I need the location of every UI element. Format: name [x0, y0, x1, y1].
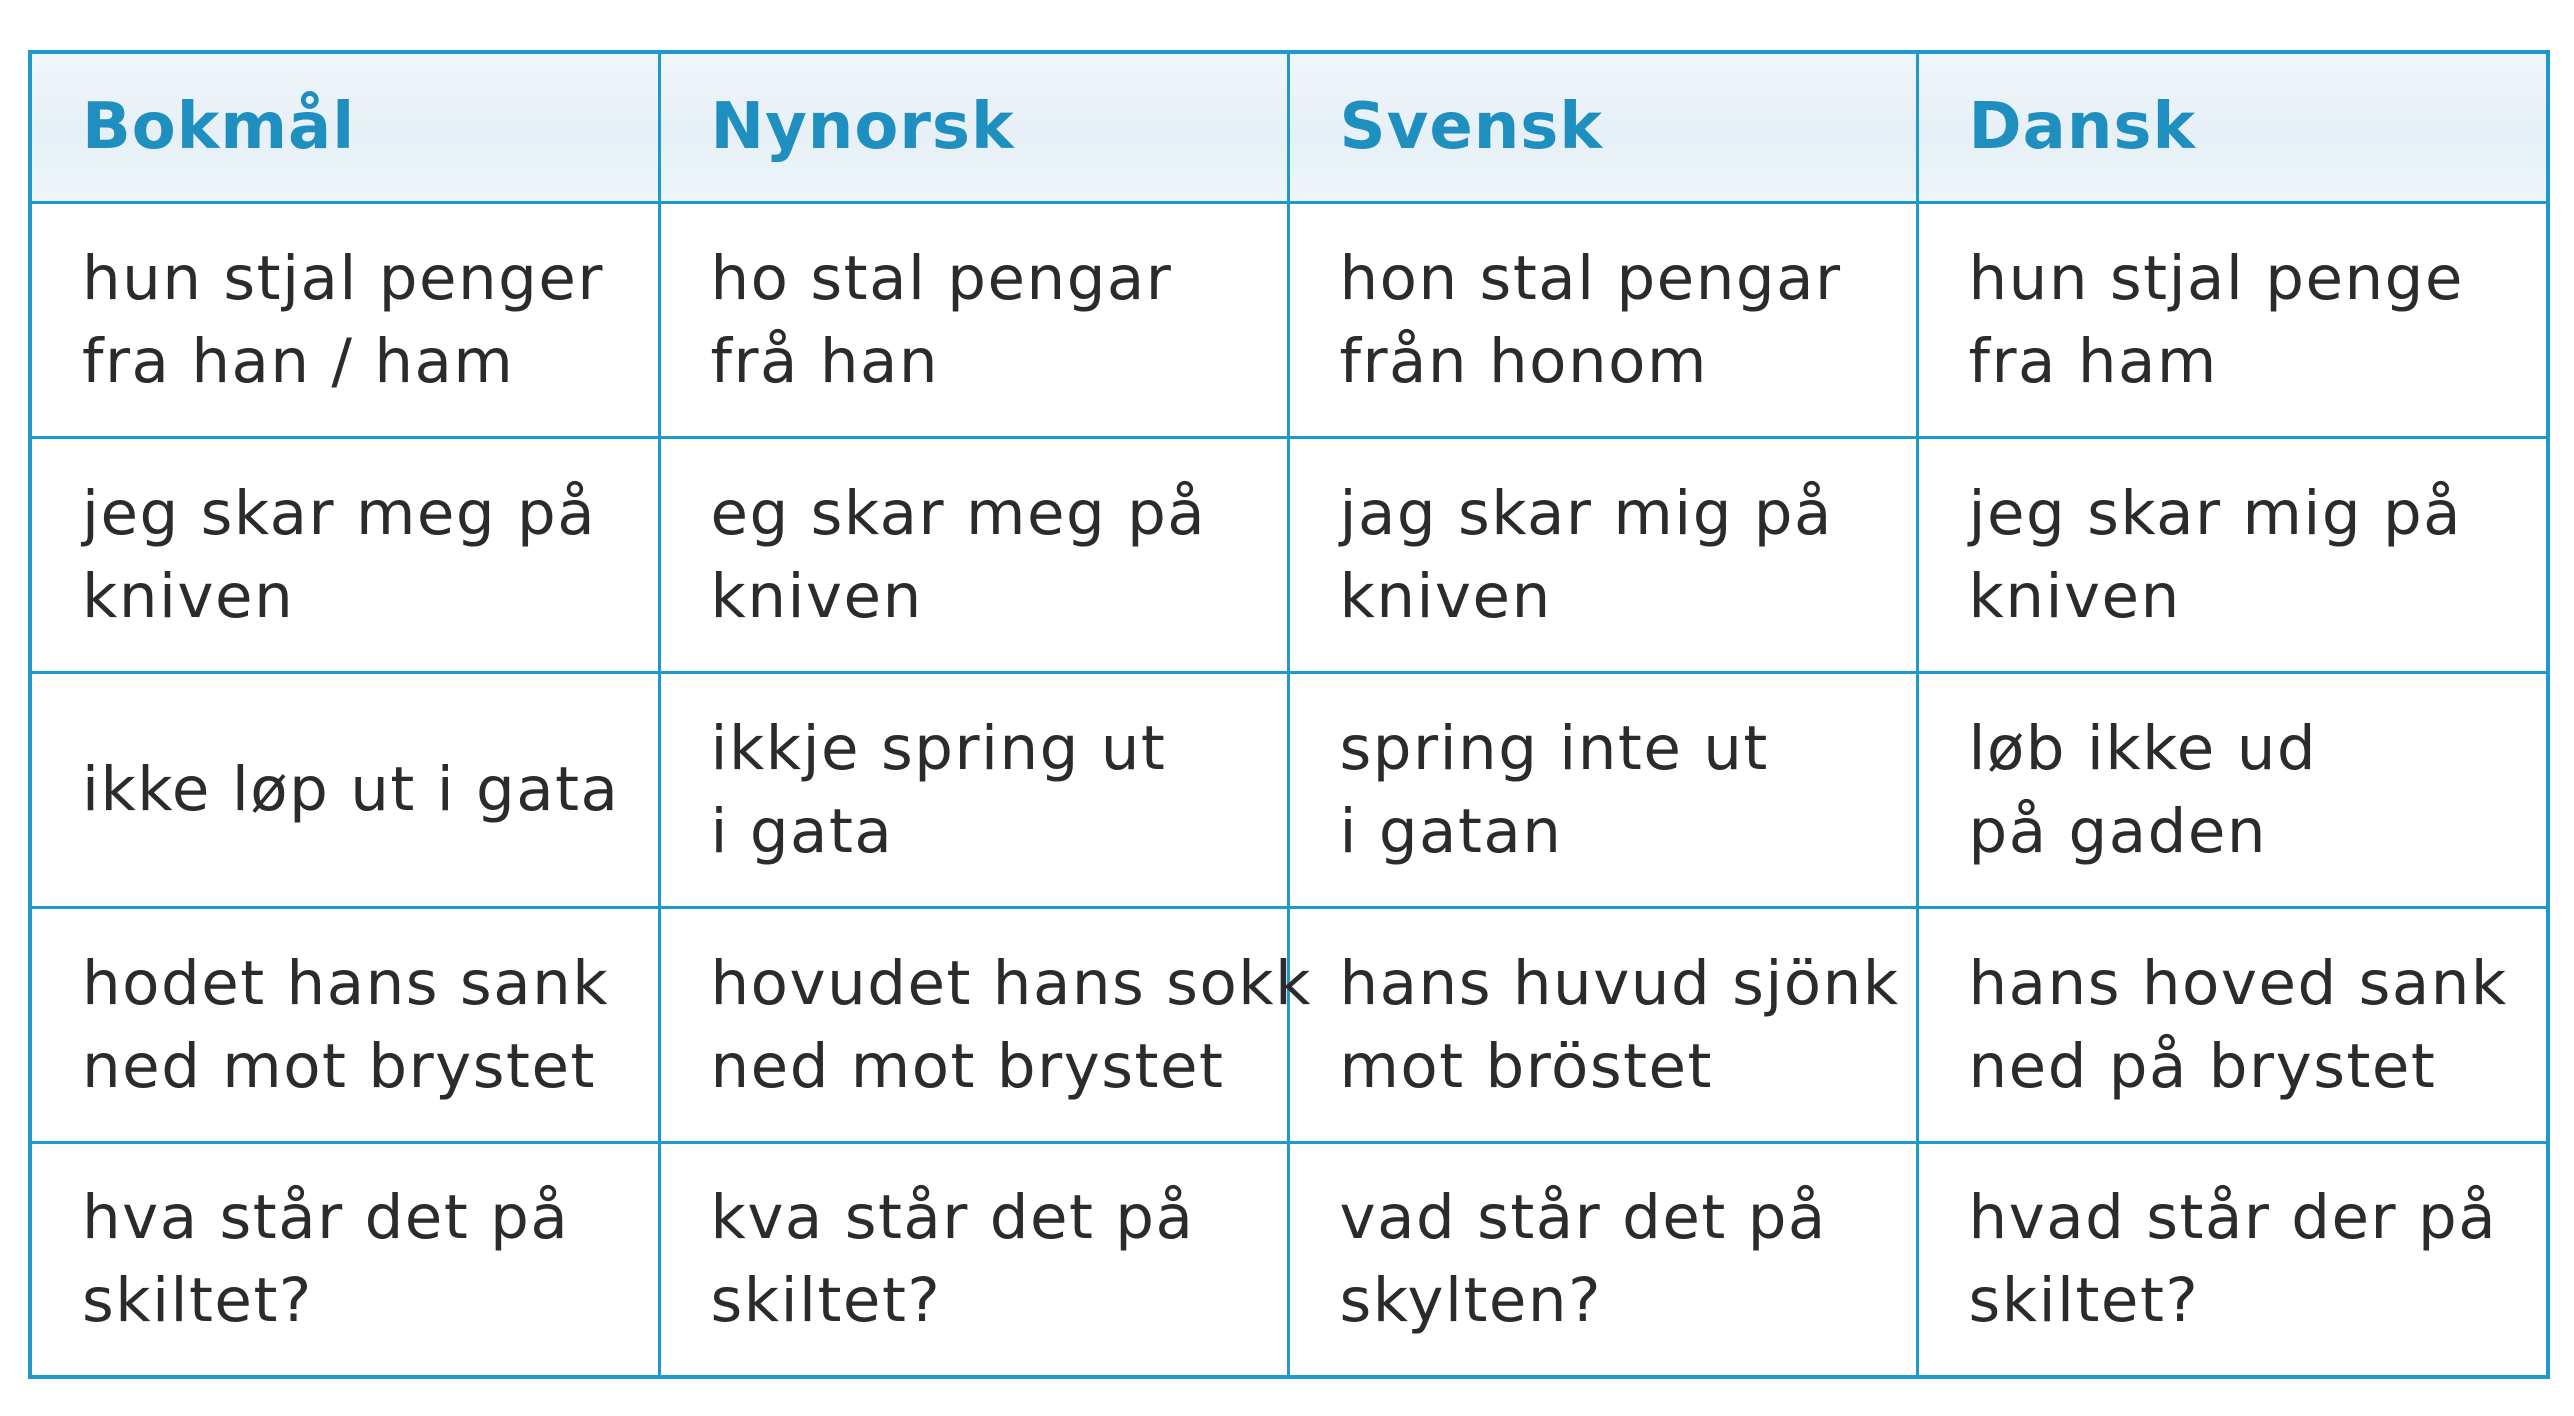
cell-line: ned mot brystet [82, 1030, 596, 1102]
table-header [30, 52, 2548, 202]
cell-line: vad står det på [1339, 1182, 1827, 1254]
table-cell-svensk [1288, 437, 1917, 672]
table-row [30, 1142, 2548, 1377]
table-row [30, 907, 2548, 1142]
column-header-dansk: Dansk [1917, 52, 2548, 202]
cell-line: løb ikke ud [1968, 712, 2318, 784]
column-header-bokmal: Bokmål [30, 52, 659, 202]
table-row [30, 202, 2548, 437]
table-cell-svensk [1288, 202, 1917, 437]
table-cell-bokmal [30, 672, 659, 907]
cell-line: skiltet? [1968, 1265, 2200, 1337]
table-cell-svensk [1288, 672, 1917, 907]
cell-line: skiltet? [710, 1265, 942, 1337]
cell-line: ho stal pengar [710, 242, 1173, 314]
cell-line: fra han / ham [82, 325, 515, 397]
cell-line: hvad står der på [1968, 1182, 2498, 1254]
cell-line: frå han [710, 325, 940, 397]
header-row [30, 52, 2548, 202]
table-cell-nynorsk [659, 672, 1288, 907]
cell-line: jeg skar meg på [82, 477, 597, 549]
cell-line: mot bröstet [1339, 1030, 1713, 1102]
table-body [30, 202, 2548, 1377]
table-cell-nynorsk [659, 907, 1312, 1142]
cell-line: på gaden [1968, 795, 2268, 867]
cell-line: jag skar mig på [1339, 477, 1833, 549]
table-row [30, 437, 2548, 672]
cell-line: i gata [710, 795, 894, 867]
table-cell-nynorsk [659, 202, 1288, 437]
table-cell-dansk [1917, 202, 2548, 437]
column-header-svensk: Svensk [1288, 52, 1917, 202]
table-cell-dansk [1917, 437, 2548, 672]
cell-line: i gatan [1339, 795, 1563, 867]
cell-line: kniven [710, 560, 923, 632]
table-cell-svensk [1288, 907, 1917, 1142]
table-cell-dansk [1917, 907, 2548, 1142]
cell-line: eg skar meg på [710, 477, 1207, 549]
cell-line: skiltet? [82, 1265, 313, 1337]
cell-line: hans hoved sank [1968, 947, 2508, 1019]
cell-line: ned mot brystet [710, 1030, 1225, 1102]
table-cell-dansk [1917, 672, 2548, 907]
table-cell-nynorsk [659, 437, 1288, 672]
cell-line: kva står det på [710, 1182, 1195, 1254]
cell-line: kniven [82, 560, 295, 632]
cell-line: hva står det på [82, 1182, 570, 1254]
column-header-nynorsk: Nynorsk [659, 52, 1288, 202]
table-cell-nynorsk [659, 1142, 1288, 1377]
cell-line: kniven [1339, 560, 1552, 632]
cell-line: ned på brystet [1968, 1030, 2437, 1102]
table-row [30, 672, 2548, 907]
cell-line: ikkje spring ut [710, 712, 1167, 784]
cell-line: ikke løp ut i gata [82, 754, 620, 825]
table-cell-dansk [1917, 1142, 2548, 1377]
cell-line: hans huvud sjönk [1339, 947, 1900, 1019]
table-cell-bokmal [30, 437, 659, 672]
cell-line: hun stjal penge [1968, 242, 2464, 314]
cell-line: hon stal pengar [1339, 242, 1842, 314]
cell-line: hun stjal penger [82, 242, 604, 314]
cell-line: skylten? [1339, 1265, 1602, 1337]
cell-line: spring inte ut [1339, 712, 1769, 784]
language-comparison-table [28, 50, 2550, 1379]
table-cell-svensk [1288, 1142, 1917, 1377]
table-cell-bokmal [30, 907, 659, 1142]
cell-line: kniven [1968, 560, 2181, 632]
cell-line: hodet hans sank [82, 947, 610, 1019]
cell-line: från honom [1339, 325, 1708, 397]
table-cell-bokmal [30, 202, 659, 437]
cell-line: fra ham [1968, 325, 2218, 397]
cell-line: jeg skar mig på [1968, 477, 2463, 549]
table-cell-bokmal [30, 1142, 659, 1377]
cell-line: hovudet hans sokk [710, 947, 1312, 1019]
language-comparison-table-container [28, 50, 2546, 1377]
